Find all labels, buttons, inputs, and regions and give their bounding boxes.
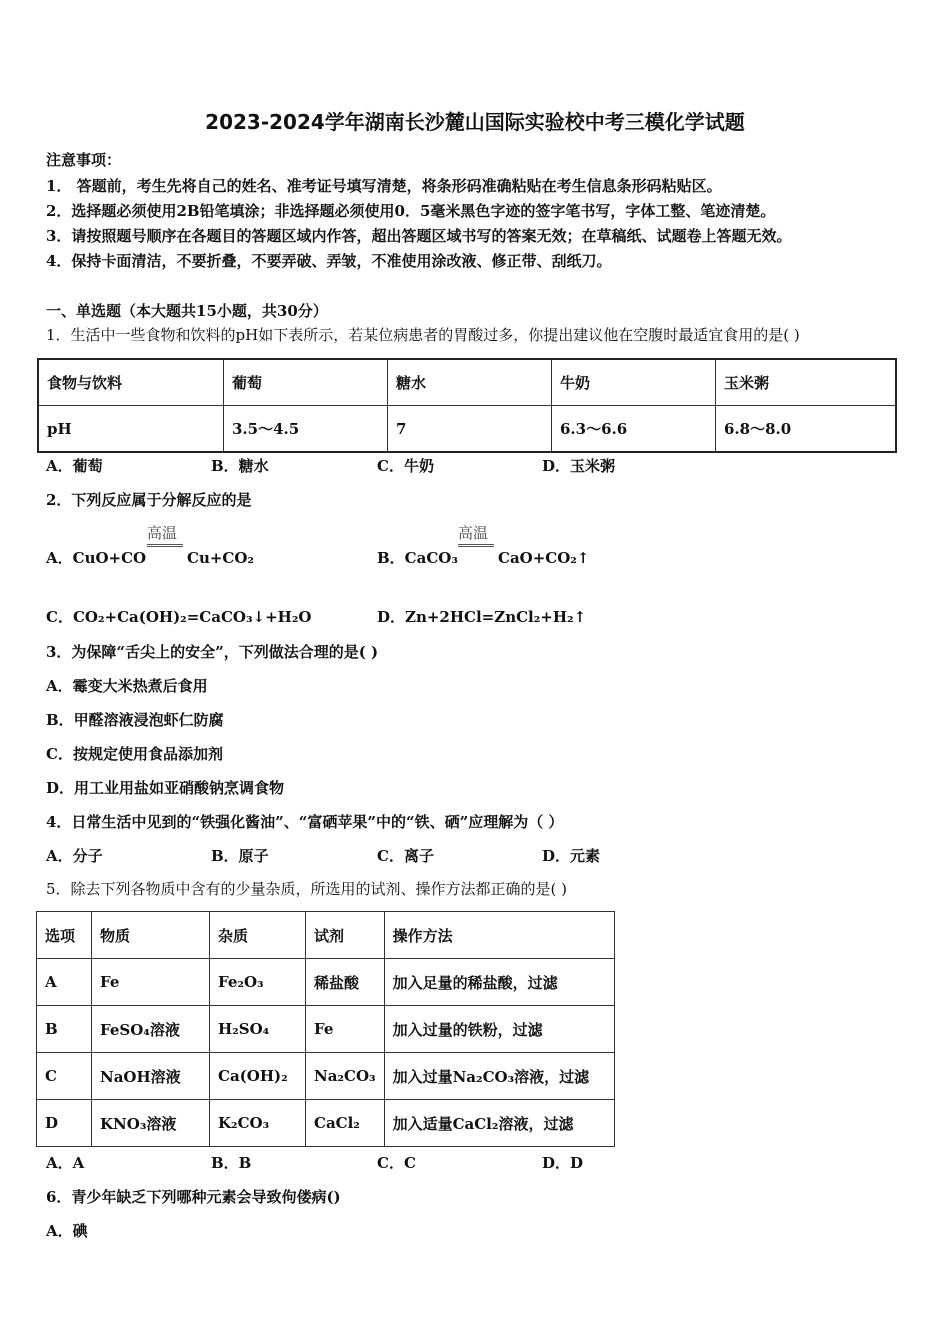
option: B．糖水 [211,457,269,475]
table-cell: 加入足量的稀盐酸，过滤 [384,959,614,1006]
table-cell: 稀盐酸 [306,959,385,1006]
table-cell: 葡萄 [224,359,388,406]
option: C．离子 [377,847,434,865]
table-cell: H₂SO₄ [210,1006,306,1053]
option: C．按规定使用食品添加剂 [46,745,223,763]
reaction-condition: 高温 [147,524,183,547]
table-cell: pH [38,406,224,453]
table-cell: 牛奶 [552,359,716,406]
table-cell: Fe [306,1006,385,1053]
notice-item: 2．选择题必须使用2B铅笔填涂；非选择题必须使用0．5毫米黑色字迹的签字笔书写，字体工整、笔迹清楚。 [46,202,776,220]
question-1-stem: 1．生活中一些食物和饮料的pH如下表所示，若某位病患者的胃酸过多，你提出建议他在空腹时最适宜食用的是( ) [46,326,800,344]
option: B．CaCO₃ [377,549,458,567]
table-cell: 食物与饮料 [38,359,224,406]
table-cell: 糖水 [388,359,552,406]
table-cell: Fe₂O₃ [210,959,306,1006]
table-cell: 杂质 [210,912,306,959]
table-cell: A [37,959,92,1006]
table-row [37,912,615,959]
table-cell: B [37,1006,92,1053]
section-heading: 一、单选题（本大题共15小题，共30分） [46,302,328,320]
table-cell: 3.5～4.5 [224,406,388,453]
table-cell: Ca(OH)₂ [210,1053,306,1100]
option: B．原子 [211,847,269,865]
table-row [37,1100,615,1147]
table-cell: Fe [92,959,210,1006]
question-5-stem: 5．除去下列各物质中含有的少量杂质，所选用的试剂、操作方法都正确的是( ) [46,880,568,898]
option: D．D [542,1154,584,1172]
option: D．用工业用盐如亚硝酸钠烹调食物 [46,779,285,797]
option: D．元素 [542,847,601,865]
option: C．CO₂+Ca(OH)₂=CaCO₃↓+H₂O [46,608,312,626]
question-3-stem: 3．为保障“舌尖上的安全”，下列做法合理的是( ) [46,643,379,661]
page-title: 2023-2024学年湖南长沙麓山国际实验校中考三模化学试题 [205,110,745,134]
impurity-table [36,911,615,1147]
notice-item: 1． 答题前，考生先将自己的姓名、准考证号填写清楚，将条形码准确粘贴在考生信息条形码粘贴区。 [46,177,722,195]
table-cell: 选项 [37,912,92,959]
table-cell: D [37,1100,92,1147]
table-row [38,359,896,406]
option: C．C [377,1154,416,1172]
option: D．Zn+2HCl=ZnCl₂+H₂↑ [377,608,587,626]
option: A．葡萄 [46,457,103,475]
table-row [37,1053,615,1100]
table-cell: 操作方法 [384,912,614,959]
option: A．分子 [46,847,103,865]
table-cell: 玉米粥 [716,359,897,406]
option: C．牛奶 [377,457,434,475]
option: Cu+CO₂ [187,549,254,567]
option: B．B [211,1154,252,1172]
table-row [37,959,615,1006]
table-cell: 加入过量的铁粉，过滤 [384,1006,614,1053]
table-cell: CaCl₂ [306,1100,385,1147]
table-cell: FeSO₄溶液 [92,1006,210,1053]
table-cell: 6.8～8.0 [716,406,897,453]
table-cell: NaOH溶液 [92,1053,210,1100]
notice-item: 4．保持卡面清洁，不要折叠，不要弄破、弄皱，不准使用涂改液、修正带、刮纸刀。 [46,252,612,270]
table-cell: 加入适量CaCl₂溶液，过滤 [384,1100,614,1147]
table-row [37,1006,615,1053]
table-cell: 加入过量Na₂CO₃溶液，过滤 [384,1053,614,1100]
option: A．CuO+CO [46,549,147,567]
question-4-stem: 4．日常生活中见到的“铁强化酱油”、“富硒苹果”中的“铁、硒”应理解为（ ） [46,813,564,831]
reaction-condition: 高温 [458,524,494,547]
question-2-stem: 2．下列反应属于分解反应的是 [46,491,252,509]
option: A．霉变大米热煮后食用 [46,677,208,695]
notice-item: 3．请按照题号顺序在各题目的答题区域内作答，超出答题区域书写的答案无效；在草稿纸、试题卷上答题无效。 [46,227,792,245]
option: CaO+CO₂↑ [498,549,590,567]
option: D．玉米粥 [542,457,616,475]
table-cell: K₂CO₃ [210,1100,306,1147]
question-6-stem: 6．青少年缺乏下列哪种元素会导致佝偻病() [46,1188,341,1206]
table-cell: 6.3～6.6 [552,406,716,453]
table-cell: 物质 [92,912,210,959]
option: A．碘 [46,1222,88,1240]
table-cell: 7 [388,406,552,453]
table-cell: KNO₃溶液 [92,1100,210,1147]
table-cell: 试剂 [306,912,385,959]
notice-heading: 注意事项： [46,151,122,169]
option: A．A [46,1154,85,1172]
ph-table [37,358,897,453]
table-cell: C [37,1053,92,1100]
option: B．甲醛溶液浸泡虾仁防腐 [46,711,224,729]
table-row [38,406,896,453]
table-cell: Na₂CO₃ [306,1053,385,1100]
